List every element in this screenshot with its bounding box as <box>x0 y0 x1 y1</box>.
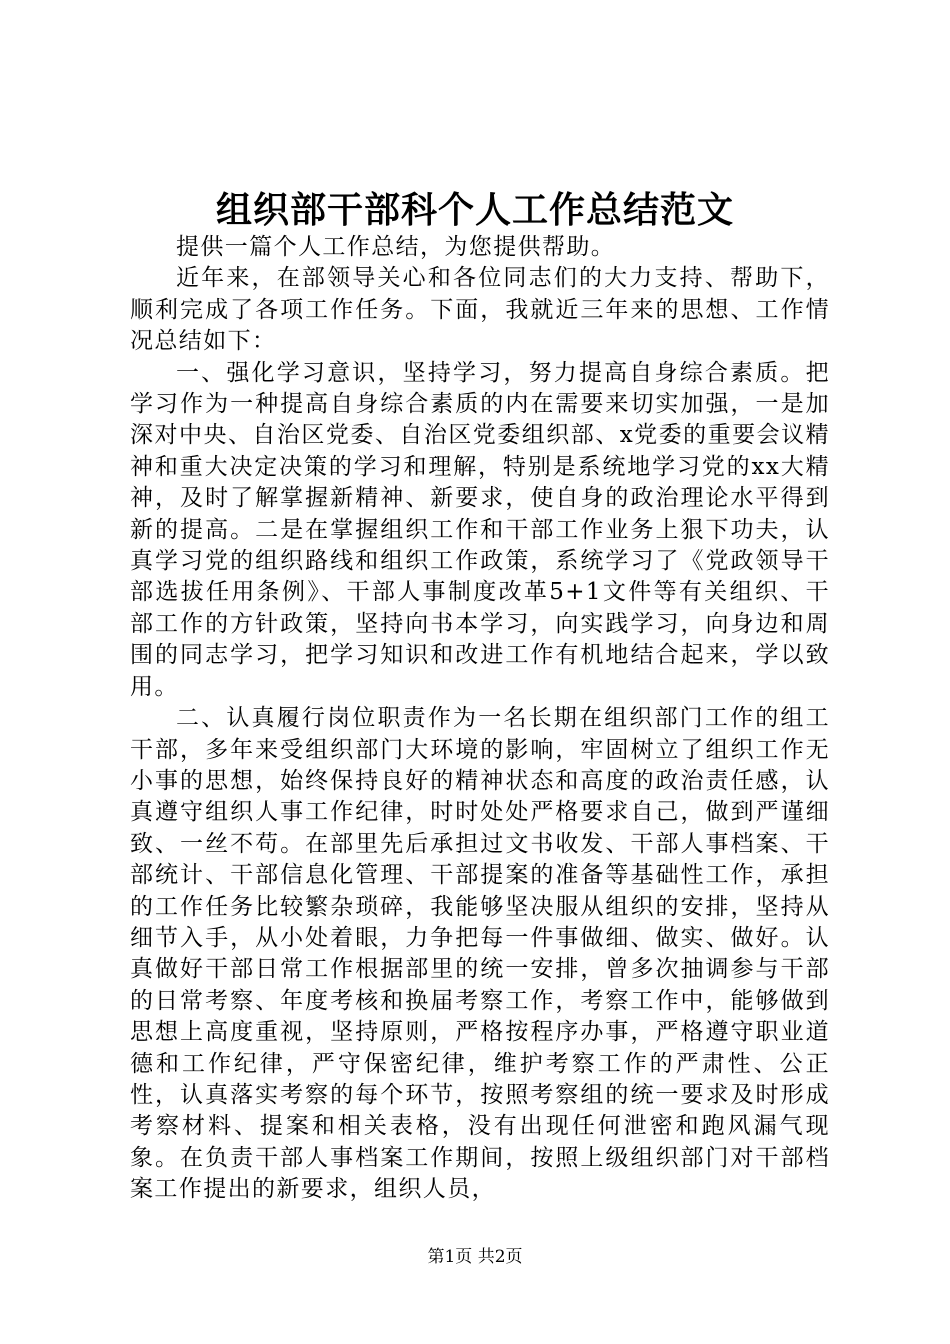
paragraph-study: 一、强化学习意识，坚持学习，努力提高自身综合素质。把学习作为一种提高自身综合素质的内在需要来切实加强，一是加深对中央、自治区党委、自治区党委组织部、x党委的重要会议精神和重大决定决策的学习和理解，特别是系统地学习党的xx大精神，及时了解掌握新精神、新要求，使自身的政治理论水平得到新的提高。二是在掌握组织工作和干部工作业务上狠下功夫，认真学习党的组织路线和组织工作政策，系统学习了《党政领导干部选拔任用条例》、干部人事制度改革5+1文件等有关组织、干部工作的方针政策，坚持向书本学习，向实践学习，向身边和周围的同志学习，把学习知识和改进工作有机地结合起来，学以致用。 <box>130 359 830 700</box>
page-footer: 第1页 共2页 <box>427 1247 523 1267</box>
paragraph-overview: 近年来，在部领导关心和各位同志们的大力支持、帮助下，顺利完成了各项工作任务。下面，我就近三年来的思想、工作情况总结如下： <box>130 265 830 355</box>
document-title: 组织部干部科个人工作总结范文 <box>215 189 734 231</box>
document-body <box>130 232 830 1206</box>
paragraph-intro: 提供一篇个人工作总结，为您提供帮助。 <box>176 234 616 260</box>
paragraph-duties: 二、认真履行岗位职责作为一名长期在组织部门工作的组工干部，多年来受组织部门大环境的影响，牢固树立了组织工作无小事的思想，始终保持良好的精神状态和高度的政治责任感，认真遵守组织人事工作纪律，时时处处严格要求自己，做到严谨细致、一丝不苟。在部里先后承担过文书收发、干部人事档案、干部统计、干部信息化管理、干部提案的准备等基础性工作，承担的工作任务比较繁杂琐碎，我能够坚决服从组织的安排，坚持从细节入手，从小处着眼，力争把每一件事做细、做实、做好。认真做好干部日常工作根据部里的统一安排，曾多次抽调参与干部的日常考察、年度考核和换届考察工作，考察工作中，能够做到思想上高度重视，坚持原则，严格按程序办事，严格遵守职业道德和工作纪律，严守保密纪律，维护考察工作的严肃性、公正性，认真落实考察的每个环节，按照考察组的统一要求及时形成考察材料、提案和相关表格，没有出现任何泄密和跑风漏气现象。在负责干部人事档案工作期间，按照上级组织部门对干部档案工作提出的新要求，组织人员， <box>130 705 830 1203</box>
